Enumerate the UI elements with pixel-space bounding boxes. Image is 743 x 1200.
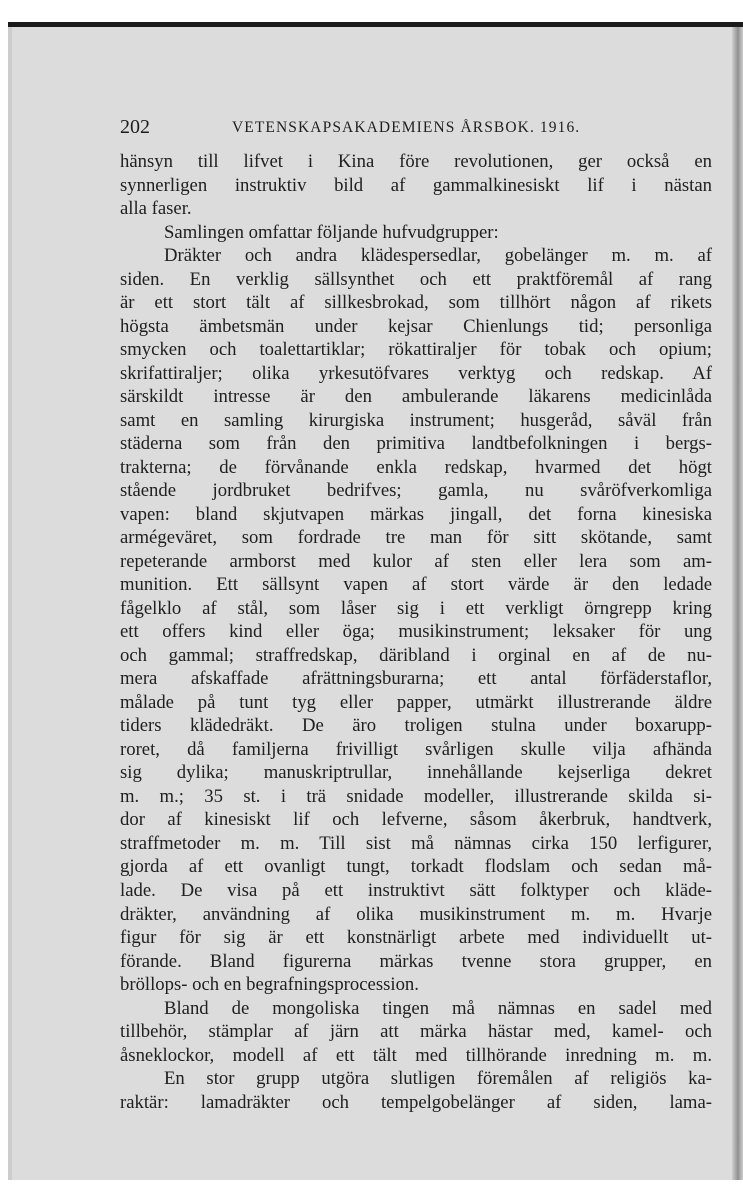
text-line: samt en samling kirurgiska instrument; husgeråd, såväl från — [120, 409, 712, 431]
text-line: raktär: lamadräkter och tempelgobelänger af siden, lama- — [120, 1091, 712, 1113]
text-line: gjorda af ett ovanligt tungt, torkadt flodslam och sedan må- — [120, 856, 712, 878]
text-line: straffmetoder m. m. Till sist må nämnas cirka 150 lerfigurer, — [120, 832, 712, 854]
text-line: roret, då familjerna frivilligt svårligen skulle vilja afhända — [120, 738, 712, 760]
text-line: lade. De visa på ett instruktivt sätt folktyper och kläde- — [120, 879, 712, 901]
text-line: dräkter, användning af olika musikinstrument m. m. Hvarje — [120, 903, 712, 925]
text-line: hänsyn till lifvet i Kina före revolutionen, ger också en — [120, 151, 712, 172]
text-line: stående jordbruket bedrifves; gamla, nu svåröfverkomliga — [120, 480, 712, 502]
body-text — [120, 150, 712, 1114]
text-line: mera afskaffade afrättningsburarna; ett antal förfäderstaflor, — [120, 668, 712, 690]
text-line: En stor grupp utgöra slutligen föremålen af religiös ka- — [164, 1068, 712, 1090]
text-line: Bland de mongoliska tingen må nämnas en sadel med — [164, 997, 712, 1019]
text-line: armégeväret, som fordrade tre man för sitt skötande, samt — [120, 527, 712, 549]
text-line: munition. Ett sällsynt vapen af stort värde är den ledade — [120, 574, 712, 596]
text-line: är ett stort tält af sillkesbrokad, som tillhört någon af rikets — [120, 292, 712, 314]
page-number: 202 — [120, 116, 150, 138]
text-line: målade på tunt tyg eller papper, utmärkt illustrerande äldre — [120, 691, 712, 713]
text-line: sig dylika; manuskriptrullar, innehållande kejserliga dekret — [120, 762, 712, 784]
text-line: tillbehör, stämplar af järn att märka hästar med, kamel- och — [120, 1021, 712, 1043]
running-head: VETENSKAPSAKADEMIENS ÅRSBOK. 1916. — [232, 119, 581, 136]
text-line: alla faser. — [120, 198, 192, 220]
text-line: dor af kinesiskt lif och lefverne, såsom åkerbruk, handtverk, — [120, 809, 712, 831]
page-binding-edge — [732, 27, 743, 1180]
text-line: särskildt intresse är den ambulerande läkarens medicinlåda — [120, 386, 712, 408]
scan-bottom-margin — [8, 1180, 743, 1200]
text-line: trakterna; de förvånande enkla redskap, hvarmed det högt — [120, 456, 712, 478]
text-line: figur för sig är ett konstnärligt arbete med individuellt ut- — [120, 927, 712, 949]
text-line: repeterande armborst med kulor af sten eller lera som am- — [120, 550, 712, 572]
text-line: förande. Bland figurerna märkas tvenne stora grupper, en — [120, 950, 712, 972]
page-left-shadow — [8, 27, 12, 1180]
text-line: skrifattiraljer; olika yrkesutöfvares verktyg och redskap. Af — [120, 362, 712, 384]
text-line: synnerligen instruktiv bild af gammalkinesiskt lif i nästan — [120, 174, 712, 196]
text-line: bröllops- och en begrafningsprocession. — [120, 974, 419, 996]
text-line: tiders klädedräkt. De äro troligen stulna under boxarupp- — [120, 715, 712, 737]
text-line: ett offers kind eller öga; musikinstrument; leksaker för ung — [120, 621, 712, 643]
text-line: och gammal; straffredskap, däribland i orginal en af de nu- — [120, 644, 712, 666]
text-line: vapen: bland skjutvapen märkas jingall, det forna kinesiska — [120, 503, 712, 525]
text-line: siden. En verklig sällsynthet och ett praktföremål af rang — [120, 268, 712, 290]
text-line: högsta ämbetsmän under kejsar Chienlungs tid; personliga — [120, 315, 712, 337]
page-header — [120, 106, 710, 142]
text-line: m. m.; 35 st. i trä snidade modeller, illustrerande skilda si- — [120, 785, 712, 807]
text-line: städerna som från den primitiva landtbefolkningen i bergs- — [120, 433, 712, 455]
text-line: åsneklockor, modell af ett tält med tillhörande inredning m. m. — [120, 1044, 712, 1066]
text-line: Samlingen omfattar följande hufvudgrupper: — [164, 221, 499, 243]
text-line: fågelklo af stål, som låser sig i ett verkligt örngrepp kring — [120, 597, 712, 619]
text-line: Dräkter och andra klädespersedlar, gobelänger m. m. af — [164, 245, 712, 267]
text-line: smycken och toalettartiklar; rökattiraljer för tobak och opium; — [120, 339, 712, 361]
